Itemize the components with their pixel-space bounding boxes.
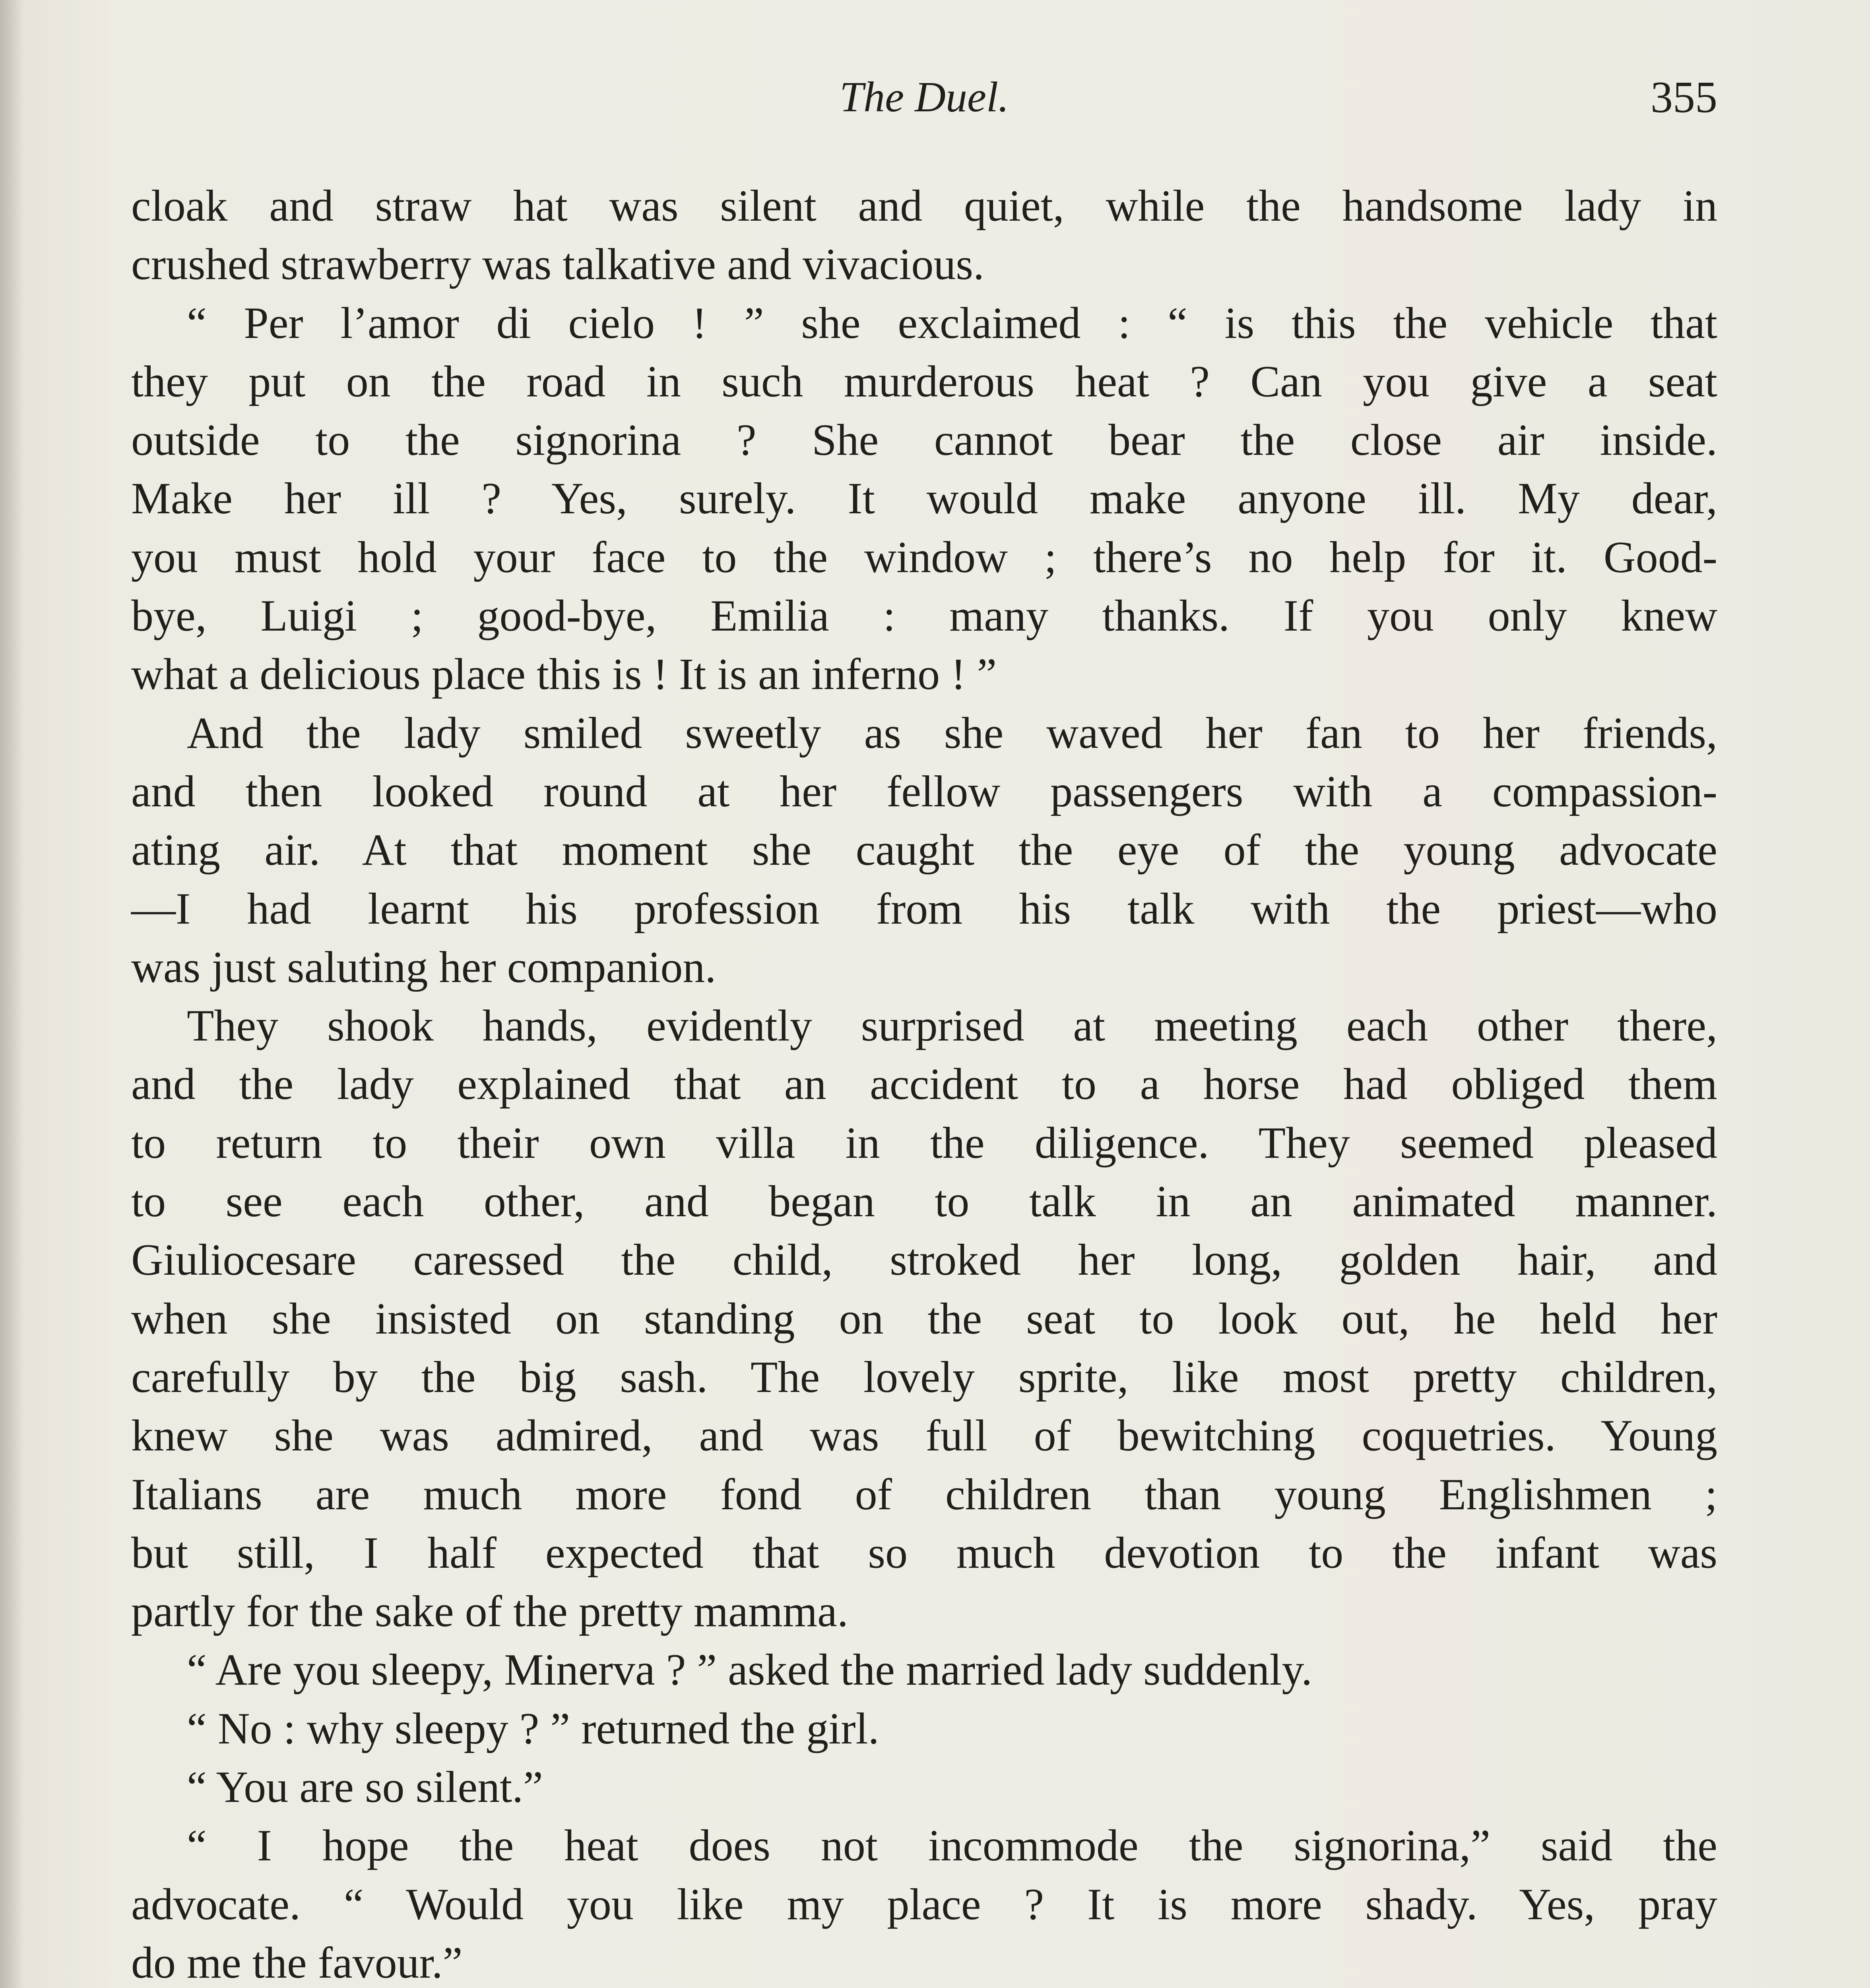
text-line: “ Per l’amor di cielo ! ” she exclaimed : “ is this the vehicle that	[187, 298, 1717, 348]
text-line: partly for the sake of the pretty mamma.	[131, 1587, 848, 1637]
text-line: They shook hands, evidently surprised at meeting each other there,	[187, 1001, 1717, 1051]
running-head	[131, 68, 1717, 127]
text-line: do me the favour.”	[131, 1938, 463, 1988]
text-line: “ You are so silent.”	[187, 1763, 543, 1812]
text-line: Italians are much more fond of children than young Englishmen ;	[131, 1470, 1717, 1519]
text-line: Giuliocesare caressed the child, stroked her long, golden hair, and	[131, 1235, 1717, 1285]
text-line: they put on the road in such murderous heat ? Can you give a seat	[131, 357, 1717, 406]
text-line: cloak and straw hat was silent and quiet, while the handsome lady in	[131, 181, 1717, 231]
body-text	[131, 177, 1717, 1988]
text-line: knew she was admired, and was full of bewitching coquetries. Young	[131, 1411, 1717, 1461]
running-title: The Duel.	[840, 74, 1009, 121]
text-line: was just saluting her companion.	[131, 942, 716, 992]
text-line: you must hold your face to the window ; there’s no help for it. Good-	[131, 532, 1717, 582]
text-line: bye, Luigi ; good-bye, Emilia : many thanks. If you only knew	[131, 591, 1717, 641]
text-line: but still, I half expected that so much devotion to the infant was	[131, 1528, 1717, 1578]
text-line: ating air. At that moment she caught the eye of the young advocate	[131, 825, 1717, 875]
text-line: advocate. “ Would you like my place ? It is more shady. Yes, pray	[131, 1879, 1717, 1929]
text-line: “ I hope the heat does not incommode the signorina,” said the	[187, 1821, 1717, 1871]
text-line: what a delicious place this is ! It is an inferno ! ”	[131, 650, 997, 699]
page-number: 355	[1651, 73, 1717, 122]
text-line: Make her ill ? Yes, surely. It would make anyone ill. My dear,	[131, 474, 1717, 524]
text-line: and the lady explained that an accident to a horse had obliged them	[131, 1060, 1717, 1109]
text-line: —I had learnt his profession from his talk with the priest—who	[131, 884, 1717, 934]
text-line: to return to their own villa in the diligence. They seemed pleased	[131, 1118, 1717, 1168]
text-line: “ Are you sleepy, Minerva ? ” asked the married lady suddenly.	[187, 1645, 1313, 1695]
text-line: carefully by the big sash. The lovely sprite, like most pretty children,	[131, 1352, 1717, 1402]
text-line: to see each other, and began to talk in an animated manner.	[131, 1177, 1717, 1227]
text-line: and then looked round at her fellow passengers with a compassion-	[131, 767, 1717, 816]
text-line: “ No : why sleepy ? ” returned the girl.	[187, 1704, 879, 1753]
text-line: crushed strawberry was talkative and vivacious.	[131, 240, 984, 289]
text-line: outside to the signorina ? She cannot bear the close air inside.	[131, 415, 1717, 465]
text-line: when she insisted on standing on the seat to look out, he held her	[131, 1294, 1717, 1343]
text-line: And the lady smiled sweetly as she waved her fan to her friends,	[187, 708, 1717, 758]
gutter-shadow	[0, 0, 24, 1988]
